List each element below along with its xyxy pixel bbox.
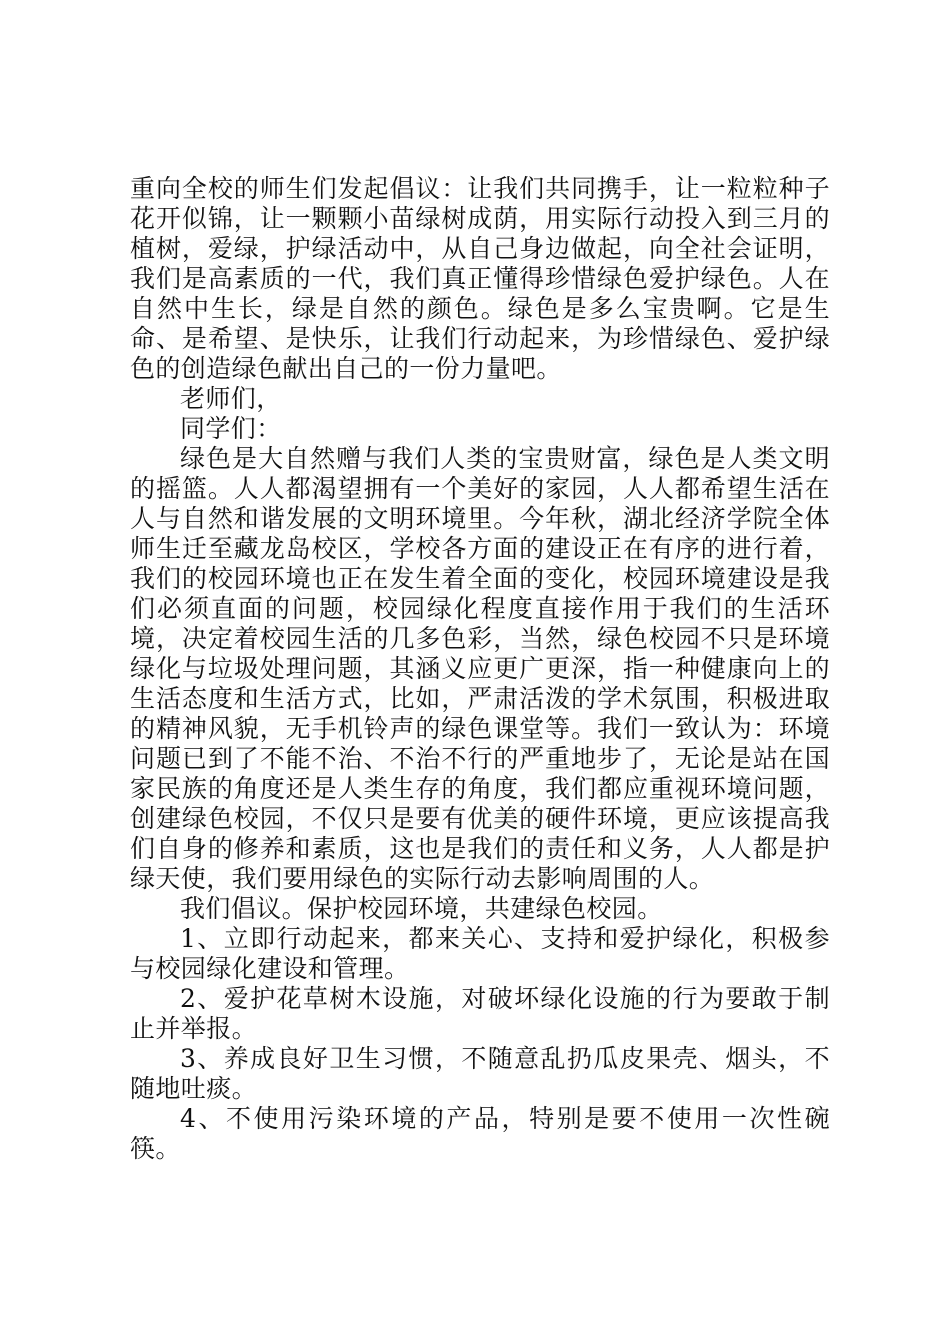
paragraph-intro: 重向全校的师生们发起倡议：让我们共同携手，让一粒粒种子花开似锦，让一颗颗小苗绿树成荫，用实际行动投入到三月的植树，爱绿，护绿活动中，从自己身边做起，向全社会证明，我们是高素质的一代，我们真正懂得珍惜绿色爱护绿色。人在自然中生长，绿是自然的颜色。绿色是多么宝贵啊。它是生命、是希望、是快乐，让我们行动起来，为珍惜绿色、爱护绿色的创造绿色献出自己的一份力量吧。 — [130, 174, 830, 383]
list-item-proposal-2: 2、爱护花草树木设施，对破坏绿化设施的行为要敢于制止并举报。 — [130, 984, 830, 1043]
paragraph-salutation-teachers: 老师们， — [180, 384, 282, 413]
paragraph-salutation-students: 同学们： — [180, 414, 282, 443]
paragraph-main-body: 绿色是大自然赠与我们人类的宝贵财富，绿色是人类文明的摇篮。人人都渴望拥有一个美好的家园，人人都希望生活在人与自然和谐发展的文明环境里。今年秋，湖北经济学院全体师生迁至藏龙岛校区，学校各方面的建设正在有序的进行着，我们的校园环境也正在发生着全面的变化，校园环境建设是我们必须直面的问题，校园绿化程度直接作用于我们的生活环境，决定着校园生活的几多色彩，当然，绿色校园不只是环境绿化与垃圾处理问题，其涵义应更广更深，指一种健康向上的生活态度和生活方式，比如，严肃活泼的学术氛围，积极进取的精神风貌，无手机铃声的绿色课堂等。我们一致认为：环境问题已到了不能不治、不治不行的严重地步了，无论是站在国家民族的角度还是人类生存的角度，我们都应重视环境问题，创建绿色校园，不仅只是要有优美的硬件环境，更应该提高我们自身的修养和素质，这也是我们的责任和义务，人人都是护绿天使，我们要用绿色的实际行动去影响周围的人。 — [130, 444, 830, 893]
document-body — [130, 174, 830, 1164]
list-item-proposal-3: 3、养成良好卫生习惯，不随意乱扔瓜皮果壳、烟头，不随地吐痰。 — [130, 1044, 830, 1103]
list-item-proposal-1: 1、立即行动起来，都来关心、支持和爱护绿化，积极参与校园绿化建设和管理。 — [130, 924, 830, 983]
paragraph-proposal-heading: 我们倡议。保护校园环境，共建绿色校园。 — [180, 894, 663, 923]
list-item-proposal-4: 4、不使用污染环境的产品，特别是要不使用一次性碗筷。 — [130, 1104, 830, 1163]
